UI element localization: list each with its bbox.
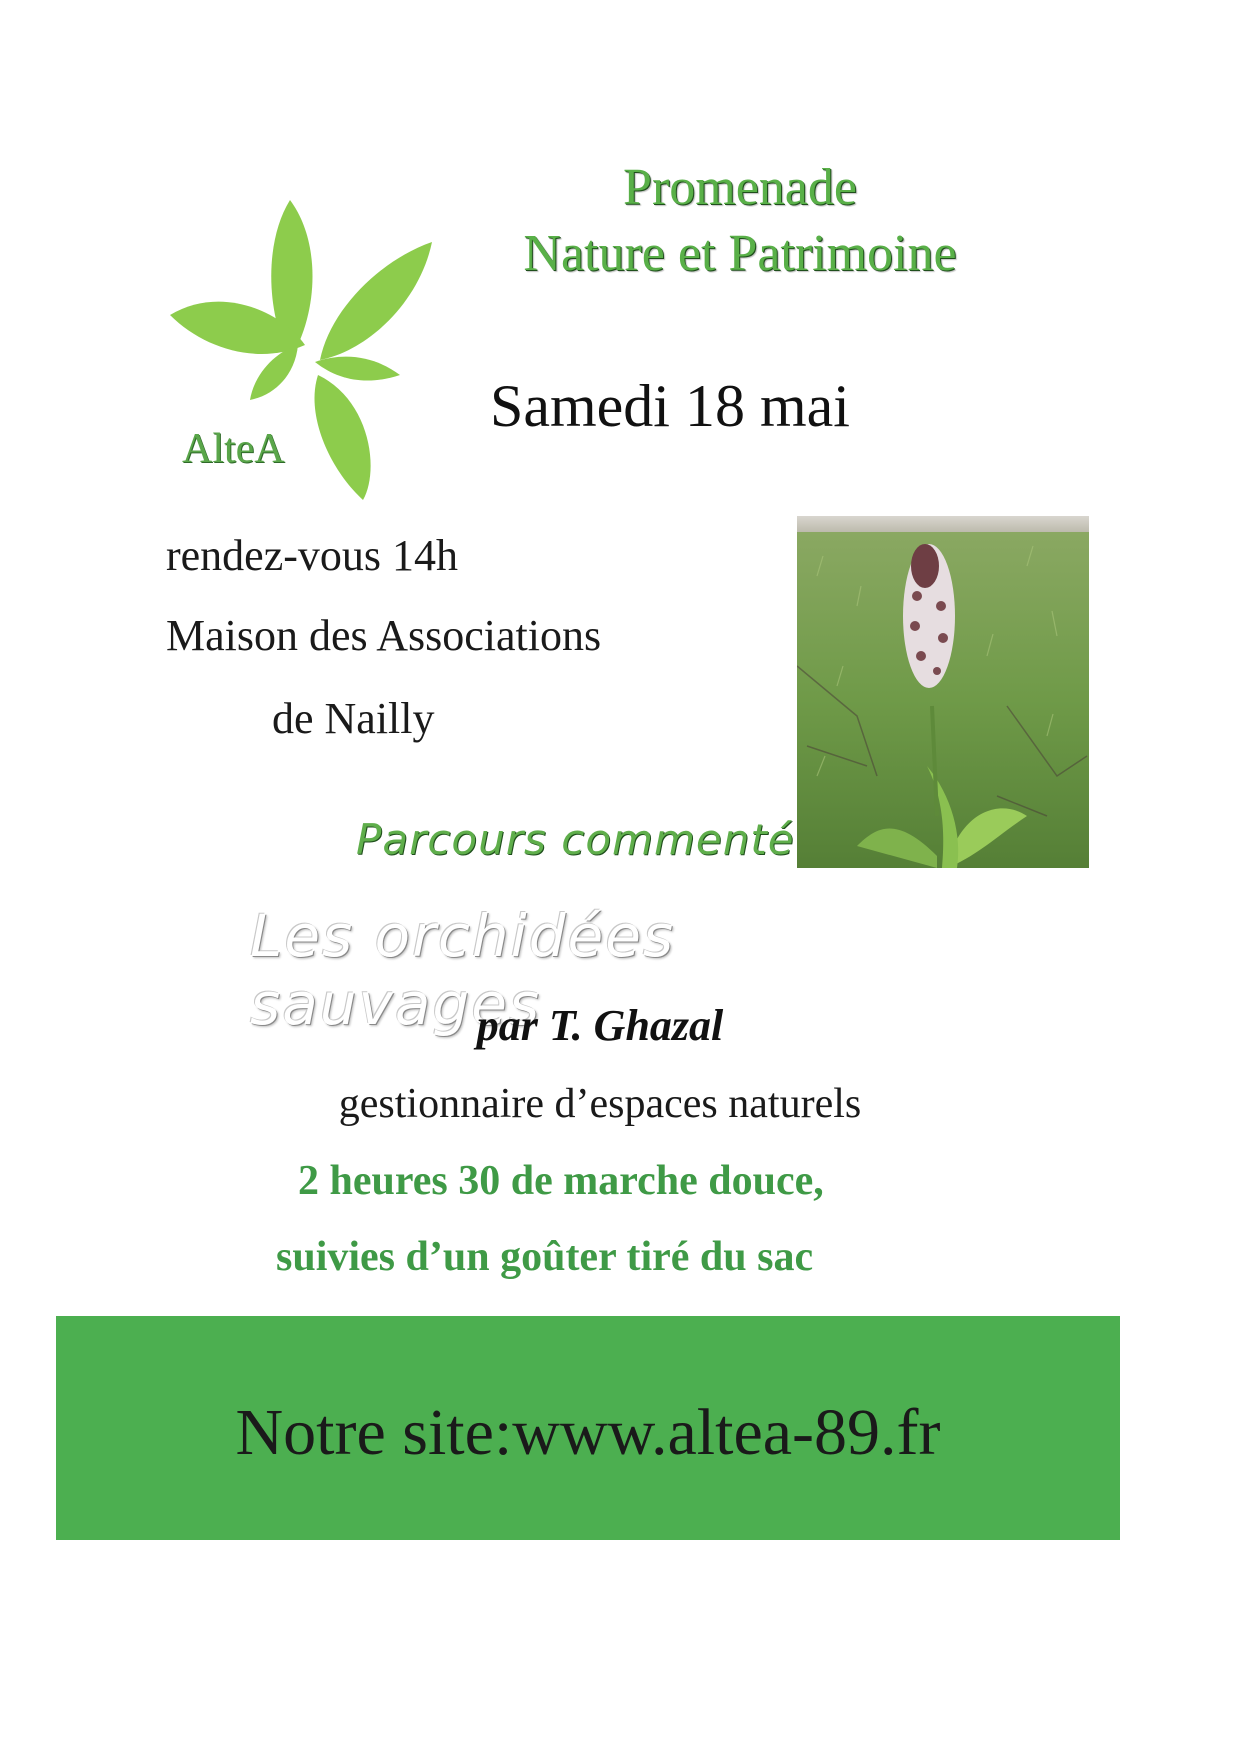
tour-label: Parcours commenté [356, 815, 795, 864]
walk-info-line-1: 2 heures 30 de marche douce, [298, 1158, 824, 1204]
tour-subject: Les orchidées sauvages [250, 902, 676, 1038]
meeting-place-line-2: de Nailly [272, 694, 435, 743]
title-line-1: Promenade [623, 159, 857, 216]
title-line-2: Nature et Patrimoine [523, 225, 957, 282]
event-date: Samedi 18 mai [490, 373, 850, 439]
walk-info-line-2: suivies d’un goûter tiré du sac [276, 1234, 814, 1280]
meeting-time: rendez-vous 14h [166, 531, 459, 580]
logo-text: AlteA [182, 426, 285, 472]
orchid-photo [797, 516, 1089, 868]
website-text: Notre site:www.altea-89.fr [235, 1396, 941, 1469]
meeting-place-line-1: Maison des Associations [166, 611, 602, 660]
speaker-name: par T. Ghazal [476, 1001, 724, 1050]
speaker-role: gestionnaire d’espaces naturels [338, 1081, 862, 1127]
